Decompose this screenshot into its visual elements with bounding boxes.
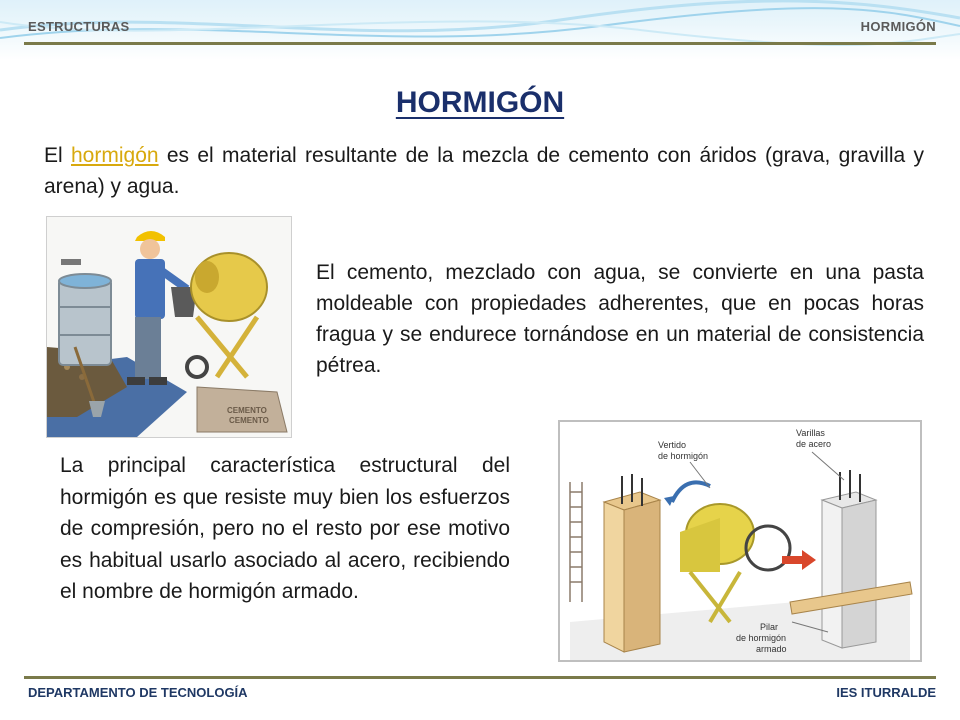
- label-rebar-2: de acero: [796, 439, 832, 449]
- wave-decoration: [0, 0, 960, 60]
- header-topic-label: HORMIGÓN: [860, 19, 936, 34]
- sack-label-2: CEMENTO: [229, 416, 269, 425]
- hormigon-link[interactable]: hormigón: [71, 144, 159, 167]
- label-pillar-1: Pilar: [760, 622, 779, 632]
- label-rebar-1: Varillas: [796, 428, 825, 438]
- cement-paragraph: El cemento, mezclado con agua, se convierte en una pasta moldeable con propiedades adherentes, que en pocas horas fragua y se endurece tornándose en un material de consistencia pétrea.: [316, 261, 924, 377]
- footer-department: DEPARTAMENTO DE TECNOLOGÍA: [28, 685, 248, 700]
- header-section-label: ESTRUCTURAS: [28, 19, 130, 34]
- intro-paragraph: El hormigón es el material resultante de la mezcla de cemento con áridos (grava, gravilla y arena) y agua.: [44, 144, 924, 198]
- label-pour-1: Vertido: [658, 440, 687, 450]
- structural-paragraph: La principal característica estructural del hormigón es que resiste muy bien los esfuerzos de compresión, pero no el resto por ese motivo es habitual usarlo asociado al acero, recibiendo el nombre de hormigón armado.: [60, 454, 510, 603]
- label-pour-2: de hormigón: [658, 451, 709, 461]
- footer-school: IES ITURRALDE: [836, 685, 936, 700]
- label-pillar-3: armado: [756, 644, 787, 654]
- label-pillar-2: de hormigón: [736, 633, 787, 643]
- header-wave-background: [0, 0, 960, 60]
- sack-label-1: CEMENTO: [227, 406, 267, 415]
- worker-mixer-illustration: [46, 216, 292, 438]
- page-title: HORMIGÓN: [395, 86, 565, 119]
- footer-divider: [24, 676, 936, 679]
- header-divider: [24, 42, 936, 45]
- reinforced-concrete-illustration: [558, 420, 922, 662]
